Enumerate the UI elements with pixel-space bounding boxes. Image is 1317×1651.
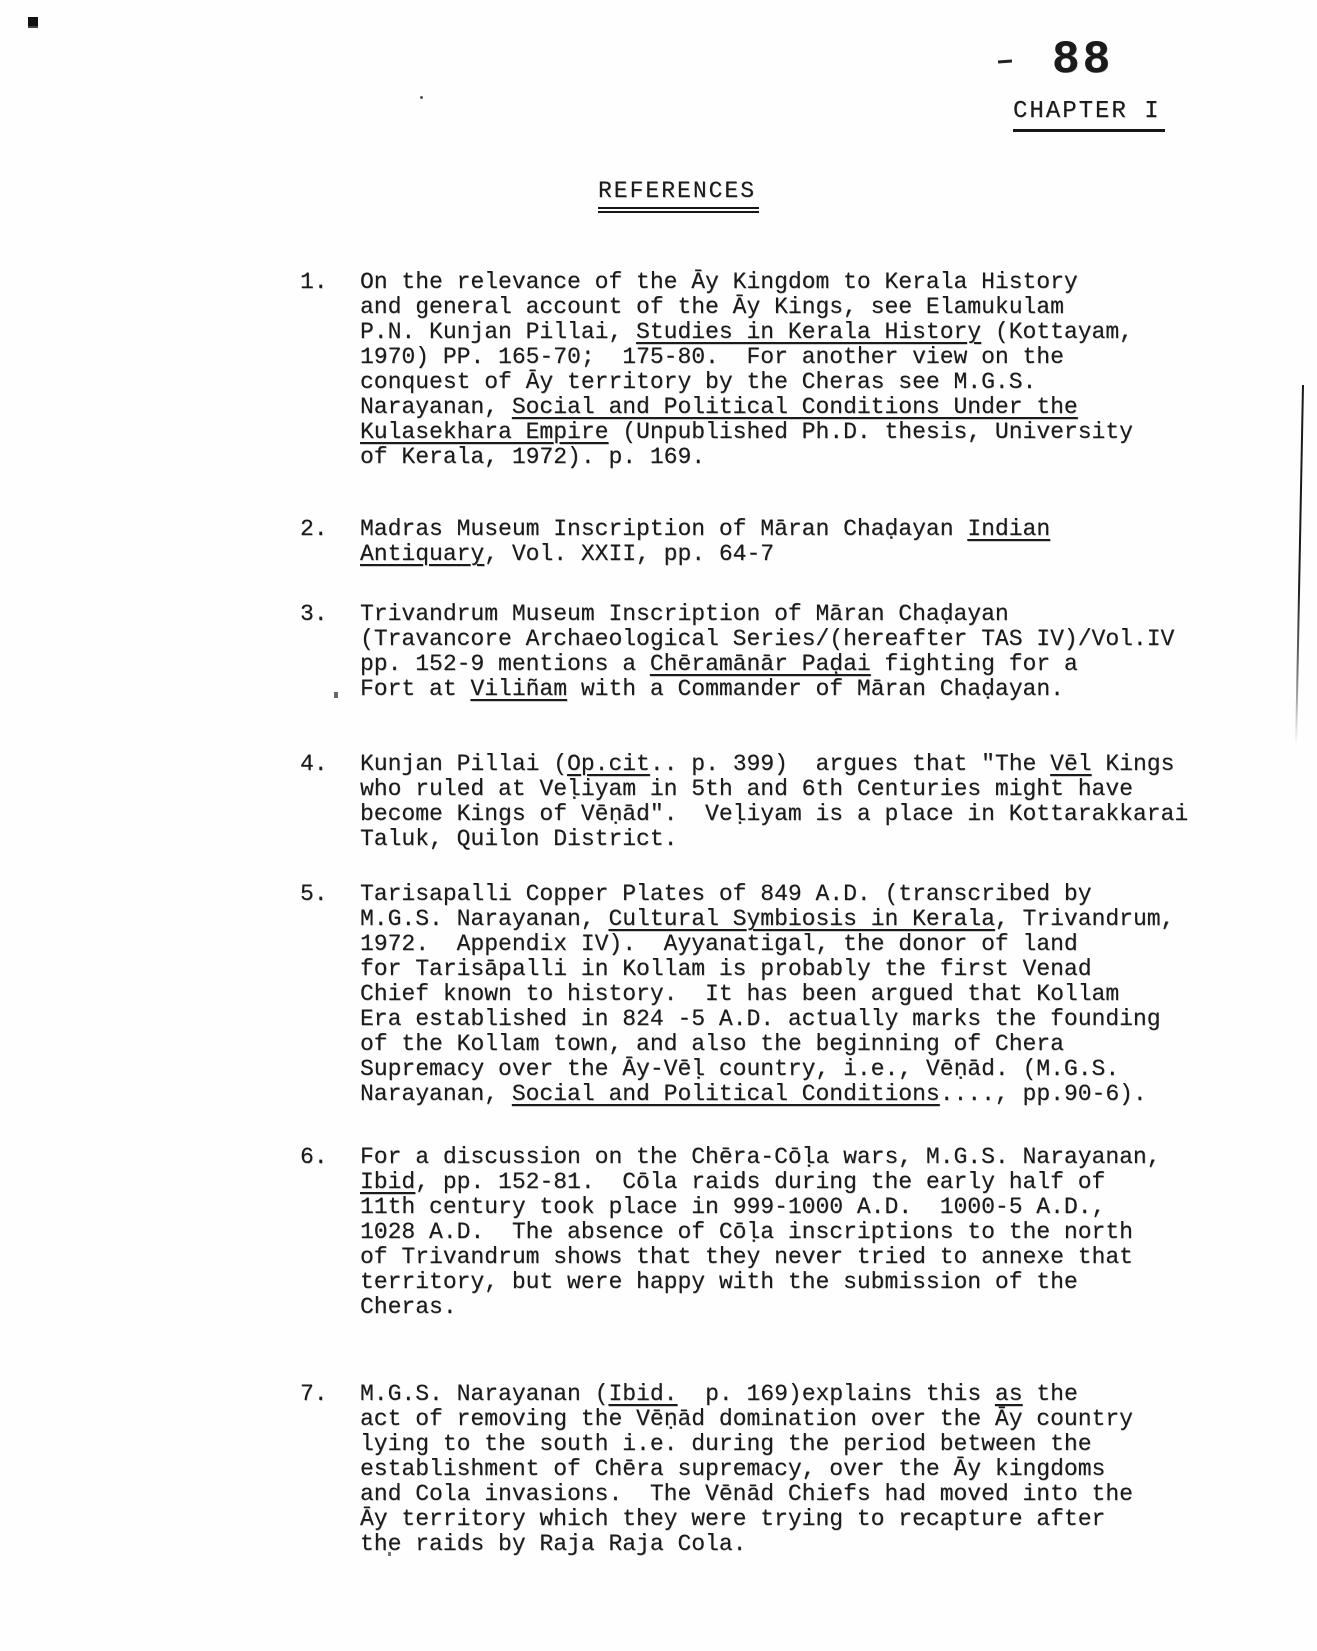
reference-line: and Cola invasions. The Vēnād Chiefs had moved into the: [360, 1481, 1133, 1507]
reference-text: [360, 270, 1240, 470]
reference-text: [360, 1382, 1240, 1557]
reference-text: [360, 517, 1240, 567]
reference-line: Era established in 824 -5 A.D. actually marks the founding: [360, 1006, 1161, 1032]
reference-line: of Kerala, 1972). p. 169.: [360, 444, 706, 470]
reference-line: and general account of the Āy Kings, see Elamukulam: [360, 294, 1064, 320]
page-number: 88: [1052, 34, 1114, 86]
reference-line: Narayanan, Social and Political Conditions Under the: [360, 394, 1078, 420]
reference-line: Tarisapalli Copper Plates of 849 A.D. (transcribed by: [360, 881, 1092, 907]
reference-item: [300, 1382, 1240, 1557]
reference-line: Antiquary, Vol. XXII, pp. 64-7: [360, 541, 775, 567]
reference-item: [300, 882, 1240, 1107]
scan-edge-line-icon: [1295, 385, 1304, 745]
section-title: REFERENCES: [598, 178, 759, 213]
reference-line: 1028 A.D. The absence of Cōḷa inscriptions to the north: [360, 1219, 1133, 1245]
reference-line: Chief known to history. It has been argued that Kollam: [360, 981, 1120, 1007]
reference-line: for Tarisāpalli in Kollam is probably the first Venad: [360, 956, 1092, 982]
scan-speck-icon: [28, 17, 38, 28]
scan-speck-icon: [420, 96, 423, 99]
reference-text: [360, 602, 1240, 702]
reference-number: 2.: [300, 516, 328, 542]
reference-line: of Trivandrum shows that they never tried to annexe that: [360, 1244, 1133, 1270]
reference-line: Supremacy over the Āy-Vēḷ country, i.e., Vēṇād. (M.G.S.: [360, 1056, 1120, 1082]
reference-line: lying to the south i.e. during the period between the: [360, 1431, 1092, 1457]
reference-line: 11th century took place in 999-1000 A.D. 1000-5 A.D.,: [360, 1194, 1106, 1220]
reference-line: Kulasekhara Empire (Unpublished Ph.D. thesis, University: [360, 419, 1133, 445]
reference-item: [300, 517, 1240, 567]
reference-number: 7.: [300, 1381, 328, 1407]
reference-line: (Travancore Archaeological Series/(hereafter TAS IV)/Vol.IV: [360, 626, 1175, 652]
reference-line: M.G.S. Narayanan, Cultural Symbiosis in Kerala, Trivandrum,: [360, 906, 1175, 932]
reference-line: become Kings of Vēṇād". Veḷiyam is a place in Kottarakkarai: [360, 801, 1189, 827]
reference-number: 5.: [300, 881, 328, 907]
reference-item: [300, 270, 1240, 470]
reference-item: [300, 752, 1240, 852]
reference-number: 1.: [300, 269, 328, 295]
reference-line: pp. 152-9 mentions a Chēramānār Paḍai fighting for a: [360, 651, 1078, 677]
reference-line: the raids by Raja Raja Cola.: [360, 1531, 747, 1557]
reference-line: M.G.S. Narayanan (Ibid. p. 169)explains this as the: [360, 1381, 1078, 1407]
reference-text: [360, 1145, 1240, 1320]
reference-number: 6.: [300, 1144, 328, 1170]
reference-line: territory, but were happy with the submission of the: [360, 1269, 1078, 1295]
reference-line: On the relevance of the Āy Kingdom to Kerala History: [360, 269, 1078, 295]
chapter-heading: CHAPTER I: [1013, 98, 1165, 132]
reference-text: [360, 882, 1240, 1107]
reference-line: Taluk, Quilon District.: [360, 826, 678, 852]
reference-line: P.N. Kunjan Pillai, Studies in Kerala History (Kottayam,: [360, 319, 1133, 345]
reference-item: [300, 1145, 1240, 1320]
reference-line: who ruled at Veḷiyam in 5th and 6th Centuries might have: [360, 776, 1133, 802]
reference-line: 1970) PP. 165-70; 175-80. For another view on the: [360, 344, 1064, 370]
reference-line: of the Kollam town, and also the beginning of Chera: [360, 1031, 1064, 1057]
reference-line: Narayanan, Social and Political Conditions...., pp.90-6).: [360, 1081, 1147, 1107]
reference-number: 3.: [300, 601, 328, 627]
reference-text: [360, 752, 1240, 852]
reference-line: Cheras.: [360, 1294, 457, 1320]
reference-line: 1972. Appendix IV). Ayyanatigal, the donor of land: [360, 931, 1078, 957]
reference-line: Āy territory which they were trying to recapture after: [360, 1506, 1106, 1532]
reference-line: Ibid, pp. 152-81. Cōla raids during the early half of: [360, 1169, 1106, 1195]
reference-item: [300, 602, 1240, 702]
reference-number: 4.: [300, 751, 328, 777]
scan-dash-icon: [998, 60, 1012, 64]
reference-line: conquest of Āy territory by the Cheras see M.G.S.: [360, 369, 1037, 395]
reference-line: Madras Museum Inscription of Māran Chaḍayan Indian: [360, 516, 1051, 542]
reference-line: Trivandrum Museum Inscription of Māran Chaḍayan: [360, 601, 1009, 627]
reference-line: For a discussion on the Chēra-Cōḷa wars, M.G.S. Narayanan,: [360, 1144, 1161, 1170]
reference-line: Kunjan Pillai (Op.cit.. p. 399) argues that "The Vēl Kings: [360, 751, 1175, 777]
references-list: [300, 270, 1240, 1557]
reference-line: Fort at Viliñam with a Commander of Māran Chaḍayan.: [360, 676, 1064, 702]
reference-line: establishment of Chēra supremacy, over the Āy kingdoms: [360, 1456, 1106, 1482]
reference-line: act of removing the Vēṇād domination over the Āy country: [360, 1406, 1133, 1432]
